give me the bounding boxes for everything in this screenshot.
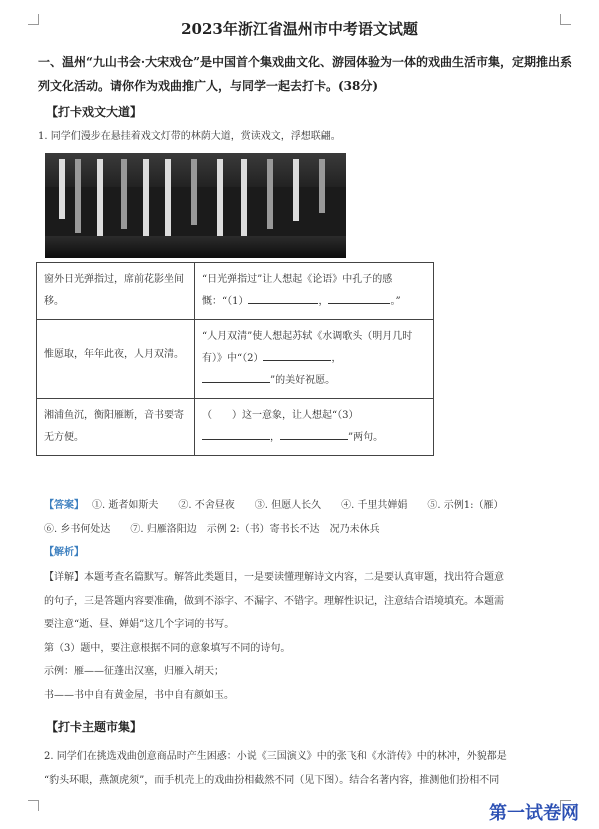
intro-paragraph: 一、温州“九山书会·大宋戏仓”是中国首个集戏曲文化、游园体验为一体的戏曲生活市集，定期推出系列文化活动。请你作为戏曲推广人，与同学一起去打卡。(38分)	[38, 55, 572, 93]
detail-line: 示例：雁——征蓬出汉塞，归雁入胡天；	[44, 666, 224, 677]
banner	[293, 159, 299, 221]
analysis-detail	[44, 566, 574, 707]
question-line: 2. 同学们在挑选戏曲创意商品时产生困惑：小说《三国演义》中的张飞和《水浒传》中的林冲，外貌都是	[44, 751, 507, 762]
prompt-text: “人月双清”使人想起苏轼《水调歌头（明月几时有）》中“（2）	[202, 331, 413, 364]
prompt-cell: “人月双清”使人想起苏轼《水调歌头（明月几时有）》中“（2） ， ”的美好祝愿。	[195, 320, 434, 399]
section-heading: 【打卡戏文大道】	[46, 105, 143, 119]
detail-line: 书——书中自有黄金屋，书中自有颜如玉。	[44, 689, 234, 701]
answer-label: 【答案】	[44, 500, 84, 511]
poem-line: 惟愿取，年年此夜，人月双清。	[37, 320, 195, 399]
fill-blank[interactable]	[280, 427, 348, 440]
corner-mark	[28, 800, 39, 811]
poem-table	[36, 262, 434, 456]
prompt-cell: （ ）这一意象，让人想起“（3） ， ”两句。	[195, 399, 434, 456]
prompt-cell: “日光弹指过”让人想起《论语》中孔子的感慨：“（1） ， 。”	[195, 263, 434, 320]
fill-blank[interactable]	[248, 291, 318, 304]
analysis-label: 【解析】	[44, 547, 84, 558]
banner	[191, 159, 197, 225]
poem-line: 湘浦鱼沉，衡阳雁断，音书要寄无方便。	[37, 399, 195, 456]
watermark-logo: 第一试卷网	[489, 803, 579, 824]
prompt-text: ”两句。	[348, 432, 384, 443]
poem-line: 窗外日光弹指过，席前花影坐间移。	[37, 263, 195, 320]
lantern-street-photo	[45, 153, 346, 258]
banner	[59, 159, 65, 219]
banner	[121, 159, 127, 229]
answer-line: ①. 逝者如斯夫 ②. 不舍昼夜 ③. 但愿人长久 ④. 千里共婵娟 ⑤. 示例1:（雁）	[92, 500, 504, 511]
banner	[143, 159, 149, 241]
fill-blank[interactable]	[263, 348, 331, 361]
prompt-text: （ ）这一意象，让人想起“（3）	[202, 410, 359, 421]
table-row	[37, 320, 434, 399]
banner	[267, 159, 273, 229]
banner	[241, 159, 247, 237]
fill-blank[interactable]	[328, 291, 390, 304]
question-1: 1. 同学们漫步在悬挂着戏文灯带的林荫大道，赏读戏文，浮想联翩。	[38, 131, 341, 142]
question-line: “豹头环眼，燕颔虎须”，而手机壳上的戏曲扮相截然不同（见下图）。结合名著内容，推测他们扮相不同	[44, 775, 500, 786]
prompt-text: “日光弹指过”让人想起《论语》中孔子的感慨：“（1）	[202, 274, 393, 307]
fill-blank[interactable]	[202, 427, 270, 440]
banner	[97, 159, 103, 245]
detail-line: 【详解】本题考查名篇默写。解答此类题目，一是要读懂理解诗文内容，二是要认真审题，找出符合题意	[44, 572, 504, 583]
detail-line: 的句子，三是答题内容要准确，做到不添字、不漏字、不错字。理解性识记，注意结合语境填充。本题需	[44, 595, 504, 607]
prompt-text: 。”	[390, 296, 401, 307]
section-heading: 【打卡主题市集】	[46, 720, 143, 734]
banner	[217, 159, 223, 245]
answer-block	[44, 494, 574, 542]
table-row	[37, 399, 434, 456]
answer-line: ⑥. 乡书何处达 ⑦. 归雁洛阳边 示例 2:（书）寄书长不达 况乃未休兵	[44, 524, 380, 535]
fill-blank[interactable]	[202, 370, 270, 383]
question-2	[44, 745, 574, 793]
prompt-text: ”的美好祝愿。	[270, 375, 336, 386]
banner	[319, 159, 325, 213]
page-title: 2023年浙江省温州市中考语文试题	[181, 20, 418, 38]
photo-street	[45, 236, 346, 258]
detail-line: 要注意“逝、昼、婵娟”这几个字词的书写。	[44, 619, 235, 630]
table-row	[37, 263, 434, 320]
detail-line: 第（3）题中，要注意根据不同的意象填写不同的诗句。	[44, 642, 291, 654]
banner	[75, 159, 81, 233]
